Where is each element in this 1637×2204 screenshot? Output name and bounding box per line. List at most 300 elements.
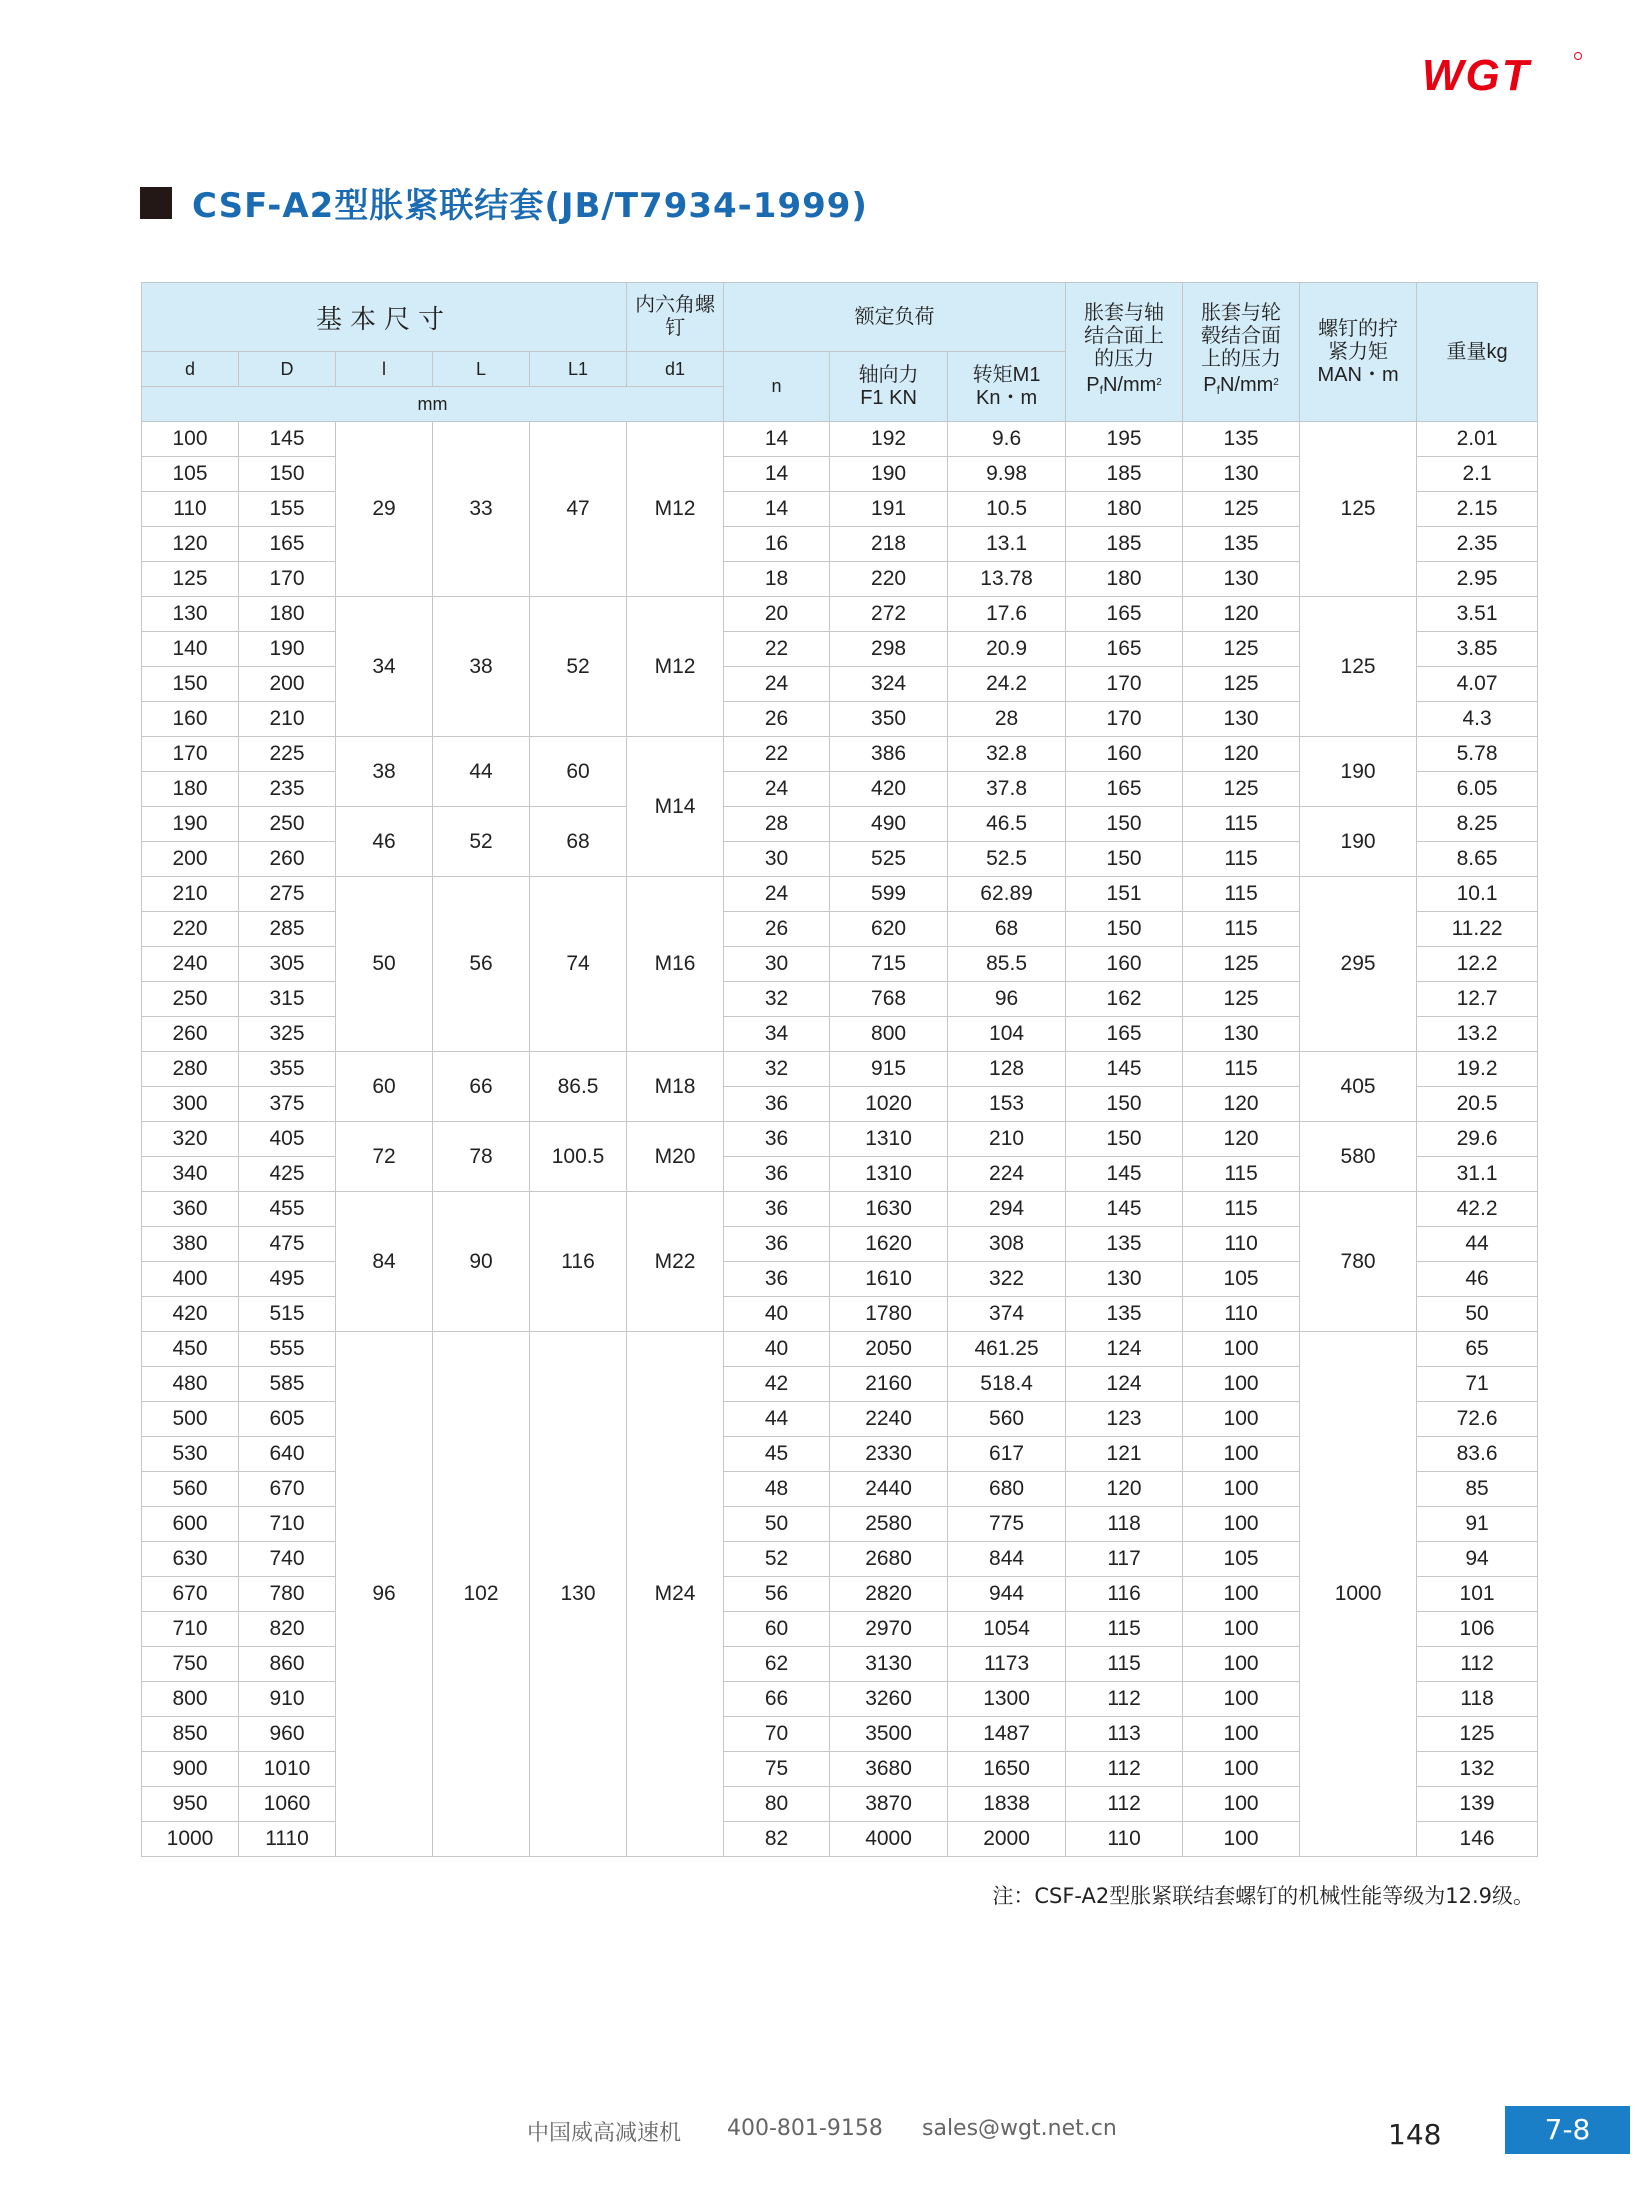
cell-shaft-pressure: 180 xyxy=(1066,562,1183,597)
cell-hub-pressure: 105 xyxy=(1183,1262,1300,1297)
cell-torque: 1054 xyxy=(948,1612,1066,1647)
cell-shaft-pressure: 130 xyxy=(1066,1262,1183,1297)
cell-hub-pressure: 120 xyxy=(1183,737,1300,772)
cell-torque: 9.98 xyxy=(948,457,1066,492)
cell-n: 44 xyxy=(724,1402,830,1437)
cell-hub-pressure: 100 xyxy=(1183,1612,1300,1647)
cell-L1: 100.5 xyxy=(530,1122,627,1192)
cell-hub-pressure: 115 xyxy=(1183,1192,1300,1227)
table-row xyxy=(142,807,1538,842)
cell-l: 46 xyxy=(336,807,433,877)
cell-n: 14 xyxy=(724,422,830,457)
cell-l: 84 xyxy=(336,1192,433,1332)
header-weight: 重量kg xyxy=(1417,283,1538,422)
cell-shaft-pressure: 150 xyxy=(1066,1122,1183,1157)
cell-L: 90 xyxy=(433,1192,530,1332)
header-basic-dims: 基本尺寸 xyxy=(142,283,627,352)
header-col-n: n xyxy=(724,352,830,422)
cell-d: 260 xyxy=(142,1017,239,1052)
cell-weight: 12.2 xyxy=(1417,947,1538,982)
cell-d: 450 xyxy=(142,1332,239,1367)
cell-n: 66 xyxy=(724,1682,830,1717)
cell-d: 500 xyxy=(142,1402,239,1437)
cell-weight: 2.35 xyxy=(1417,527,1538,562)
cell-d: 480 xyxy=(142,1367,239,1402)
cell-d: 420 xyxy=(142,1297,239,1332)
cell-shaft-pressure: 195 xyxy=(1066,422,1183,457)
cell-d1: M18 xyxy=(627,1052,724,1122)
cell-weight: 3.85 xyxy=(1417,632,1538,667)
cell-axial-force: 3130 xyxy=(830,1647,948,1682)
cell-axial-force: 1620 xyxy=(830,1227,948,1262)
cell-shaft-pressure: 135 xyxy=(1066,1227,1183,1262)
cell-shaft-pressure: 165 xyxy=(1066,772,1183,807)
cell-L: 38 xyxy=(433,597,530,737)
cell-weight: 8.65 xyxy=(1417,842,1538,877)
cell-n: 32 xyxy=(724,1052,830,1087)
cell-shaft-pressure: 115 xyxy=(1066,1612,1183,1647)
cell-weight: 11.22 xyxy=(1417,912,1538,947)
cell-D: 1110 xyxy=(239,1822,336,1857)
cell-shaft-pressure: 150 xyxy=(1066,912,1183,947)
footer-company: 中国威高减速机 xyxy=(527,2121,682,2146)
table-row xyxy=(142,1192,1538,1227)
table-row xyxy=(142,1052,1538,1087)
header-col-L1: L1 xyxy=(530,352,627,387)
cell-D: 405 xyxy=(239,1122,336,1157)
cell-hub-pressure: 100 xyxy=(1183,1437,1300,1472)
cell-n: 40 xyxy=(724,1297,830,1332)
cell-d: 105 xyxy=(142,457,239,492)
cell-shaft-pressure: 110 xyxy=(1066,1822,1183,1857)
cell-n: 16 xyxy=(724,527,830,562)
cell-weight: 10.1 xyxy=(1417,877,1538,912)
cell-torque: 24.2 xyxy=(948,667,1066,702)
cell-torque: 10.5 xyxy=(948,492,1066,527)
cell-shaft-pressure: 113 xyxy=(1066,1717,1183,1752)
cell-n: 70 xyxy=(724,1717,830,1752)
cell-shaft-pressure: 124 xyxy=(1066,1332,1183,1367)
cell-weight: 91 xyxy=(1417,1507,1538,1542)
cell-d: 140 xyxy=(142,632,239,667)
cell-shaft-pressure: 150 xyxy=(1066,842,1183,877)
cell-d: 560 xyxy=(142,1472,239,1507)
cell-torque: 1650 xyxy=(948,1752,1066,1787)
cell-weight: 71 xyxy=(1417,1367,1538,1402)
cell-torque: 104 xyxy=(948,1017,1066,1052)
cell-d: 600 xyxy=(142,1507,239,1542)
cell-hub-pressure: 100 xyxy=(1183,1752,1300,1787)
cell-D: 145 xyxy=(239,422,336,457)
cell-hub-pressure: 115 xyxy=(1183,842,1300,877)
cell-hub-pressure: 115 xyxy=(1183,912,1300,947)
cell-D: 740 xyxy=(239,1542,336,1577)
cell-weight: 3.51 xyxy=(1417,597,1538,632)
header-col-d: d xyxy=(142,352,239,387)
cell-axial-force: 1310 xyxy=(830,1157,948,1192)
cell-d: 950 xyxy=(142,1787,239,1822)
cell-torque: 68 xyxy=(948,912,1066,947)
cell-axial-force: 2330 xyxy=(830,1437,948,1472)
cell-d: 320 xyxy=(142,1122,239,1157)
cell-shaft-pressure: 135 xyxy=(1066,1297,1183,1332)
cell-axial-force: 1020 xyxy=(830,1087,948,1122)
cell-tightening-torque: 190 xyxy=(1300,807,1417,877)
cell-hub-pressure: 100 xyxy=(1183,1647,1300,1682)
cell-weight: 101 xyxy=(1417,1577,1538,1612)
cell-D: 670 xyxy=(239,1472,336,1507)
cell-shaft-pressure: 162 xyxy=(1066,982,1183,1017)
cell-n: 36 xyxy=(724,1157,830,1192)
cell-d: 280 xyxy=(142,1052,239,1087)
cell-n: 52 xyxy=(724,1542,830,1577)
table-row xyxy=(142,1122,1538,1157)
cell-axial-force: 3500 xyxy=(830,1717,948,1752)
cell-torque: 518.4 xyxy=(948,1367,1066,1402)
cell-hub-pressure: 100 xyxy=(1183,1682,1300,1717)
cell-d: 190 xyxy=(142,807,239,842)
cell-d: 530 xyxy=(142,1437,239,1472)
cell-shaft-pressure: 121 xyxy=(1066,1437,1183,1472)
cell-torque: 96 xyxy=(948,982,1066,1017)
header-tightening-torque: 螺钉的拧 紧力矩 MAN・m xyxy=(1300,283,1417,422)
cell-D: 190 xyxy=(239,632,336,667)
cell-D: 455 xyxy=(239,1192,336,1227)
cell-L: 52 xyxy=(433,807,530,877)
cell-torque: 294 xyxy=(948,1192,1066,1227)
cell-D: 425 xyxy=(239,1157,336,1192)
cell-D: 710 xyxy=(239,1507,336,1542)
cell-torque: 2000 xyxy=(948,1822,1066,1857)
cell-d: 800 xyxy=(142,1682,239,1717)
title-text: CSF-A2型胀紧联结套(JB/T7934-1999) xyxy=(192,186,868,226)
header-col-d1: d1 xyxy=(627,352,724,387)
spec-table xyxy=(141,282,1538,1857)
cell-torque: 62.89 xyxy=(948,877,1066,912)
cell-D: 585 xyxy=(239,1367,336,1402)
cell-torque: 224 xyxy=(948,1157,1066,1192)
cell-L: 56 xyxy=(433,877,530,1052)
cell-n: 30 xyxy=(724,947,830,982)
cell-shaft-pressure: 117 xyxy=(1066,1542,1183,1577)
cell-weight: 8.25 xyxy=(1417,807,1538,842)
cell-D: 355 xyxy=(239,1052,336,1087)
cell-d1: M16 xyxy=(627,877,724,1052)
cell-hub-pressure: 125 xyxy=(1183,492,1300,527)
cell-d: 130 xyxy=(142,597,239,632)
cell-D: 375 xyxy=(239,1087,336,1122)
cell-hub-pressure: 100 xyxy=(1183,1507,1300,1542)
cell-weight: 94 xyxy=(1417,1542,1538,1577)
cell-D: 555 xyxy=(239,1332,336,1367)
footer-page-number: 148 xyxy=(1388,2118,1442,2151)
cell-torque: 374 xyxy=(948,1297,1066,1332)
cell-hub-pressure: 125 xyxy=(1183,947,1300,982)
cell-d1: M24 xyxy=(627,1332,724,1857)
cell-hub-pressure: 125 xyxy=(1183,982,1300,1017)
cell-shaft-pressure: 145 xyxy=(1066,1192,1183,1227)
cell-weight: 20.5 xyxy=(1417,1087,1538,1122)
cell-weight: 85 xyxy=(1417,1472,1538,1507)
cell-axial-force: 3260 xyxy=(830,1682,948,1717)
cell-D: 495 xyxy=(239,1262,336,1297)
cell-shaft-pressure: 145 xyxy=(1066,1052,1183,1087)
cell-d: 120 xyxy=(142,527,239,562)
cell-D: 860 xyxy=(239,1647,336,1682)
cell-tightening-torque: 1000 xyxy=(1300,1332,1417,1857)
cell-d: 300 xyxy=(142,1087,239,1122)
cell-axial-force: 1780 xyxy=(830,1297,948,1332)
cell-D: 780 xyxy=(239,1577,336,1612)
title-square-icon xyxy=(140,187,172,219)
cell-D: 475 xyxy=(239,1227,336,1262)
cell-d1: M14 xyxy=(627,737,724,877)
cell-hub-pressure: 110 xyxy=(1183,1297,1300,1332)
cell-L1: 68 xyxy=(530,807,627,877)
cell-d: 340 xyxy=(142,1157,239,1192)
cell-D: 155 xyxy=(239,492,336,527)
cell-tightening-torque: 125 xyxy=(1300,422,1417,597)
cell-n: 80 xyxy=(724,1787,830,1822)
cell-axial-force: 2970 xyxy=(830,1612,948,1647)
cell-n: 28 xyxy=(724,807,830,842)
cell-D: 820 xyxy=(239,1612,336,1647)
cell-axial-force: 768 xyxy=(830,982,948,1017)
cell-L1: 130 xyxy=(530,1332,627,1857)
cell-n: 24 xyxy=(724,877,830,912)
cell-torque: 153 xyxy=(948,1087,1066,1122)
cell-l: 60 xyxy=(336,1052,433,1122)
cell-d: 150 xyxy=(142,667,239,702)
cell-D: 275 xyxy=(239,877,336,912)
cell-axial-force: 272 xyxy=(830,597,948,632)
cell-hub-pressure: 125 xyxy=(1183,667,1300,702)
header-axial-force: 轴向力 F1 KN xyxy=(830,352,948,422)
cell-n: 30 xyxy=(724,842,830,877)
cell-L1: 60 xyxy=(530,737,627,807)
cell-D: 305 xyxy=(239,947,336,982)
cell-torque: 1173 xyxy=(948,1647,1066,1682)
cell-axial-force: 386 xyxy=(830,737,948,772)
cell-shaft-pressure: 180 xyxy=(1066,492,1183,527)
cell-axial-force: 915 xyxy=(830,1052,948,1087)
cell-L: 102 xyxy=(433,1332,530,1857)
cell-hub-pressure: 100 xyxy=(1183,1822,1300,1857)
cell-axial-force: 190 xyxy=(830,457,948,492)
cell-d1: M12 xyxy=(627,422,724,597)
cell-D: 640 xyxy=(239,1437,336,1472)
cell-axial-force: 715 xyxy=(830,947,948,982)
cell-hub-pressure: 100 xyxy=(1183,1402,1300,1437)
cell-torque: 13.78 xyxy=(948,562,1066,597)
cell-d: 900 xyxy=(142,1752,239,1787)
cell-d: 400 xyxy=(142,1262,239,1297)
cell-d: 850 xyxy=(142,1717,239,1752)
cell-hub-pressure: 115 xyxy=(1183,1157,1300,1192)
cell-shaft-pressure: 112 xyxy=(1066,1682,1183,1717)
cell-torque: 17.6 xyxy=(948,597,1066,632)
cell-axial-force: 800 xyxy=(830,1017,948,1052)
cell-shaft-pressure: 165 xyxy=(1066,597,1183,632)
cell-d1: M20 xyxy=(627,1122,724,1192)
cell-torque: 37.8 xyxy=(948,772,1066,807)
cell-n: 36 xyxy=(724,1192,830,1227)
cell-hub-pressure: 130 xyxy=(1183,702,1300,737)
cell-shaft-pressure: 160 xyxy=(1066,947,1183,982)
cell-L1: 47 xyxy=(530,422,627,597)
cell-D: 1010 xyxy=(239,1752,336,1787)
header-hex-screw: 内六角螺钉 xyxy=(627,283,724,352)
cell-n: 56 xyxy=(724,1577,830,1612)
cell-axial-force: 490 xyxy=(830,807,948,842)
cell-shaft-pressure: 160 xyxy=(1066,737,1183,772)
cell-torque: 844 xyxy=(948,1542,1066,1577)
cell-n: 50 xyxy=(724,1507,830,1542)
cell-axial-force: 420 xyxy=(830,772,948,807)
cell-axial-force: 1630 xyxy=(830,1192,948,1227)
cell-d: 180 xyxy=(142,772,239,807)
cell-weight: 50 xyxy=(1417,1297,1538,1332)
page-footer xyxy=(0,2113,1637,2158)
cell-axial-force: 1610 xyxy=(830,1262,948,1297)
header-col-D: D xyxy=(239,352,336,387)
cell-l: 96 xyxy=(336,1332,433,1857)
cell-d: 380 xyxy=(142,1227,239,1262)
cell-hub-pressure: 130 xyxy=(1183,1017,1300,1052)
cell-weight: 2.95 xyxy=(1417,562,1538,597)
cell-L1: 116 xyxy=(530,1192,627,1332)
cell-D: 515 xyxy=(239,1297,336,1332)
cell-hub-pressure: 125 xyxy=(1183,772,1300,807)
cell-n: 36 xyxy=(724,1122,830,1157)
cell-axial-force: 2820 xyxy=(830,1577,948,1612)
cell-hub-pressure: 115 xyxy=(1183,807,1300,842)
cell-weight: 65 xyxy=(1417,1332,1538,1367)
cell-torque: 52.5 xyxy=(948,842,1066,877)
table-row xyxy=(142,422,1538,457)
cell-axial-force: 2160 xyxy=(830,1367,948,1402)
table-row xyxy=(142,597,1538,632)
cell-shaft-pressure: 165 xyxy=(1066,1017,1183,1052)
header-hub-pressure: 胀套与轮 毂结合面 上的压力 $P_fN/mm^2$ xyxy=(1183,283,1300,422)
cell-tightening-torque: 780 xyxy=(1300,1192,1417,1332)
cell-torque: 28 xyxy=(948,702,1066,737)
cell-shaft-pressure: 165 xyxy=(1066,632,1183,667)
cell-weight: 44 xyxy=(1417,1227,1538,1262)
cell-d: 110 xyxy=(142,492,239,527)
cell-torque: 461.25 xyxy=(948,1332,1066,1367)
cell-torque: 20.9 xyxy=(948,632,1066,667)
cell-axial-force: 2680 xyxy=(830,1542,948,1577)
cell-axial-force: 4000 xyxy=(830,1822,948,1857)
cell-axial-force: 1310 xyxy=(830,1122,948,1157)
cell-d: 750 xyxy=(142,1647,239,1682)
cell-n: 60 xyxy=(724,1612,830,1647)
wgt-logo xyxy=(1422,48,1582,98)
table-row xyxy=(142,737,1538,772)
cell-n: 36 xyxy=(724,1087,830,1122)
cell-axial-force: 350 xyxy=(830,702,948,737)
cell-d: 100 xyxy=(142,422,239,457)
cell-n: 22 xyxy=(724,737,830,772)
cell-l: 50 xyxy=(336,877,433,1052)
cell-hub-pressure: 135 xyxy=(1183,527,1300,562)
cell-axial-force: 620 xyxy=(830,912,948,947)
cell-torque: 1487 xyxy=(948,1717,1066,1752)
cell-D: 200 xyxy=(239,667,336,702)
cell-weight: 106 xyxy=(1417,1612,1538,1647)
cell-D: 1060 xyxy=(239,1787,336,1822)
cell-D: 260 xyxy=(239,842,336,877)
cell-D: 165 xyxy=(239,527,336,562)
cell-torque: 308 xyxy=(948,1227,1066,1262)
cell-hub-pressure: 135 xyxy=(1183,422,1300,457)
cell-axial-force: 3870 xyxy=(830,1787,948,1822)
cell-axial-force: 298 xyxy=(830,632,948,667)
cell-d1: M22 xyxy=(627,1192,724,1332)
cell-weight: 19.2 xyxy=(1417,1052,1538,1087)
cell-tightening-torque: 295 xyxy=(1300,877,1417,1052)
cell-D: 960 xyxy=(239,1717,336,1752)
cell-n: 26 xyxy=(724,912,830,947)
cell-weight: 83.6 xyxy=(1417,1437,1538,1472)
cell-weight: 31.1 xyxy=(1417,1157,1538,1192)
cell-hub-pressure: 100 xyxy=(1183,1717,1300,1752)
cell-hub-pressure: 120 xyxy=(1183,597,1300,632)
cell-hub-pressure: 100 xyxy=(1183,1472,1300,1507)
cell-hub-pressure: 130 xyxy=(1183,562,1300,597)
cell-n: 45 xyxy=(724,1437,830,1472)
cell-shaft-pressure: 112 xyxy=(1066,1752,1183,1787)
cell-D: 285 xyxy=(239,912,336,947)
cell-l: 29 xyxy=(336,422,433,597)
cell-weight: 4.07 xyxy=(1417,667,1538,702)
cell-n: 26 xyxy=(724,702,830,737)
footnote: 注：CSF-A2型胀紧联结套螺钉的机械性能等级为12.9级。 xyxy=(992,1884,1534,1908)
cell-tightening-torque: 580 xyxy=(1300,1122,1417,1192)
cell-shaft-pressure: 185 xyxy=(1066,527,1183,562)
cell-D: 225 xyxy=(239,737,336,772)
cell-weight: 42.2 xyxy=(1417,1192,1538,1227)
table-row xyxy=(142,877,1538,912)
cell-torque: 32.8 xyxy=(948,737,1066,772)
cell-shaft-pressure: 120 xyxy=(1066,1472,1183,1507)
cell-shaft-pressure: 112 xyxy=(1066,1787,1183,1822)
table-row xyxy=(142,1332,1538,1367)
cell-n: 24 xyxy=(724,772,830,807)
cell-weight: 72.6 xyxy=(1417,1402,1538,1437)
cell-axial-force: 599 xyxy=(830,877,948,912)
cell-axial-force: 525 xyxy=(830,842,948,877)
cell-torque: 85.5 xyxy=(948,947,1066,982)
cell-hub-pressure: 100 xyxy=(1183,1332,1300,1367)
spec-table-body xyxy=(142,422,1538,1857)
cell-L1: 52 xyxy=(530,597,627,737)
cell-n: 22 xyxy=(724,632,830,667)
cell-shaft-pressure: 115 xyxy=(1066,1647,1183,1682)
cell-d: 1000 xyxy=(142,1822,239,1857)
cell-weight: 5.78 xyxy=(1417,737,1538,772)
cell-weight: 12.7 xyxy=(1417,982,1538,1017)
header-col-L: L xyxy=(433,352,530,387)
cell-weight: 13.2 xyxy=(1417,1017,1538,1052)
cell-hub-pressure: 110 xyxy=(1183,1227,1300,1262)
cell-L: 33 xyxy=(433,422,530,597)
cell-torque: 322 xyxy=(948,1262,1066,1297)
cell-tightening-torque: 125 xyxy=(1300,597,1417,737)
cell-hub-pressure: 130 xyxy=(1183,457,1300,492)
cell-hub-pressure: 120 xyxy=(1183,1087,1300,1122)
